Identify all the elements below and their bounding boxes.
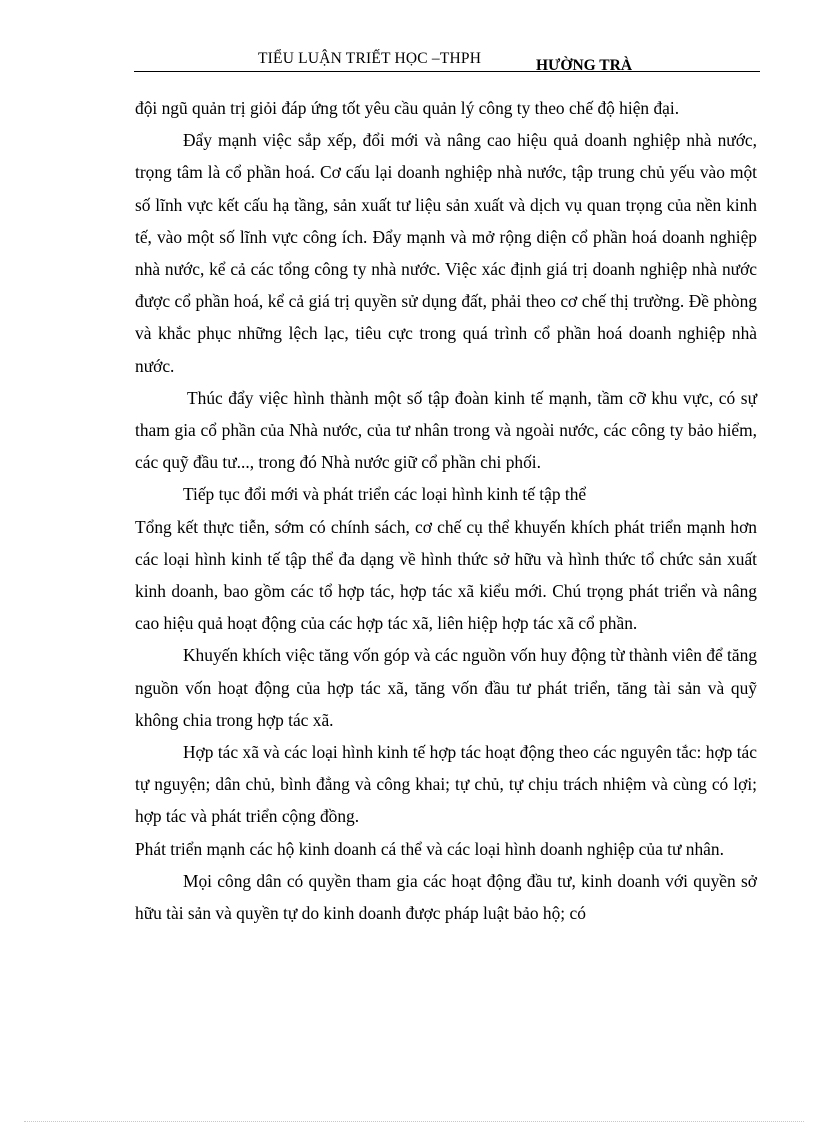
paragraph-9: Mọi công dân có quyền tham gia các hoạt động đầu tư, kinh doanh với quyền sở hữu tài sản và quyền tự do kinh doanh được pháp luật bảo hộ; có	[135, 870, 757, 924]
page-header	[134, 48, 760, 74]
paragraph-2: Đẩy mạnh việc sắp xếp, đổi mới và nâng cao hiệu quả doanh nghiệp nhà nước, trọng tâm là cổ phần hoá. Cơ cấu lại doanh nghiệp nhà nước, tập trung chủ yếu vào một số lĩnh vực kết cấu hạ tầng, sản xuất tư liệu sản xuất và dịch vụ quan trọng của nền kinh tế, vào một số lĩnh vực công ích. Đẩy mạnh và mở rộng diện cổ phần hoá doanh nghiệp nhà nước, kể cả các tổng công ty nhà nước. Việc xác định giá trị doanh nghiệp nhà nước được cổ phần hoá, kể cả giá trị quyền sử dụng đất, phải theo cơ chế thị trường. Đề phòng và khắc phục những lệch lạc, tiêu cực trong quá trình cổ phần hoá doanh nghiệp nhà nước.	[135, 130, 757, 376]
paragraph-5: Tổng kết thực tiễn, sớm có chính sách, cơ chế cụ thể khuyến khích phát triển mạnh hơn các loại hình kinh tế tập thể đa dạng về hình thức sở hữu và hình thức tổ chức sản xuất kinh doanh, bao gồm các tổ hợp tác, hợp tác xã kiểu mới. Chú trọng phát triển và nâng cao hiệu quả hoạt động của các hợp tác xã, liên hiệp hợp tác xã cổ phần.	[135, 516, 757, 634]
paragraph-1: đội ngũ quản trị giỏi đáp ứng tốt yêu cầu quản lý công ty theo chế độ hiện đại.	[135, 98, 680, 118]
paragraph-8: Phát triển mạnh các hộ kinh doanh cá thể và các loại hình doanh nghiệp của tư nhân.	[135, 838, 724, 859]
paragraph-3: Thúc đẩy việc hình thành một số tập đoàn kinh tế mạnh, tầm cỡ khu vực, có sự tham gia cổ phần của Nhà nước, của tư nhân trong và ngoài nước, các công ty bảo hiểm, các quỹ đầu tư..., trong đó Nhà nước giữ cổ phần chi phối.	[135, 387, 757, 473]
page-bottom-border	[24, 1121, 804, 1122]
paragraph-4: Tiếp tục đổi mới và phát triển các loại hình kinh tế tập thể	[183, 484, 587, 505]
header-author: HƯỜNG TRÀ	[536, 57, 633, 74]
paragraph-7: Hợp tác xã và các loại hình kinh tế hợp tác hoạt động theo các nguyên tắc: hợp tác tự nguyện; dân chủ, bình đẳng và công khai; tự chủ, tự chịu trách nhiệm và cùng có lợi; hợp tác và phát triển cộng đồng.	[135, 742, 757, 827]
header-title: TIỂU LUẬN TRIẾT HỌC –THPH	[258, 50, 482, 67]
body-text	[135, 92, 757, 929]
header-rule	[134, 71, 760, 72]
paragraph-6: Khuyến khích việc tăng vốn góp và các nguồn vốn huy động từ thành viên để tăng nguồn vốn hoạt động của hợp tác xã, tăng vốn đầu tư phát triển, tăng tài sản và quỹ không chia trong hợp tác xã.	[135, 645, 757, 730]
